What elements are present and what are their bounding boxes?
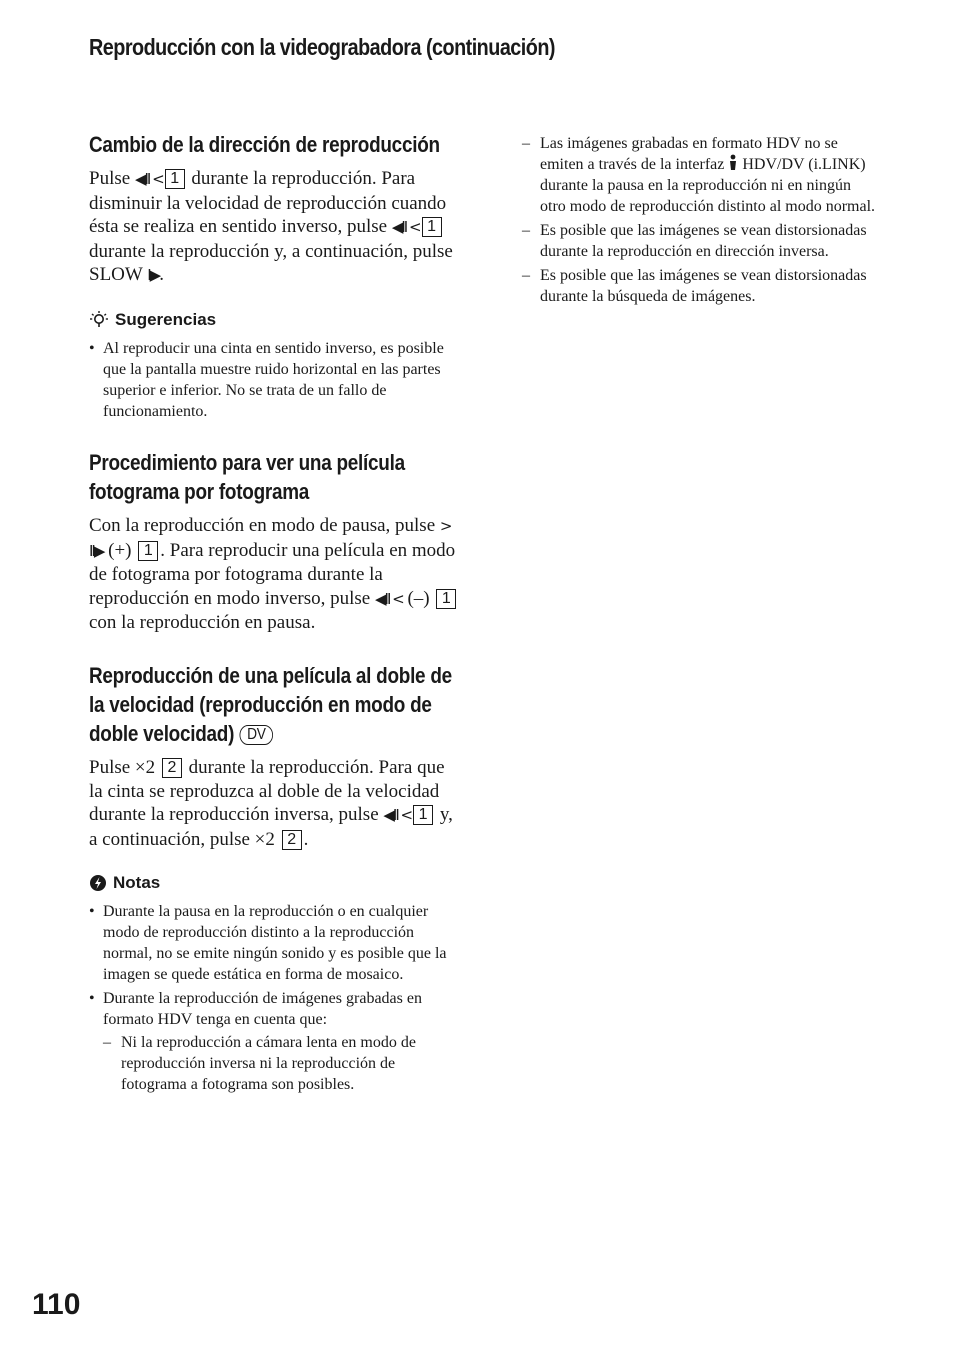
section-heading-double-speed: Reproducción de una película al doble de la velocidad (reproducción en modo de doble velocidad) DV <box>89 662 452 746</box>
tips-heading <box>89 310 459 330</box>
section-paragraph-double-speed: Pulse ×2 2 durante la reproducción. Para que la cinta se reproduzca al doble de la velocidad durante la reproducción inversa, pulse ◀II < 1 y, a continuación, pulse ×2 2 . <box>89 756 453 850</box>
list-item: • Durante la reproducción de imágenes grabadas en formato HDV tenga en cuenta que: – Ni la reproducción a cámara lenta en modo de reproducción inversa ni la reproducción de fotograma a fotograma son posibles. <box>89 988 459 1095</box>
notes-sub-list <box>103 1032 459 1095</box>
tips-label: Sugerencias <box>115 309 217 329</box>
key-callout-1: 1 <box>165 169 185 189</box>
list-item: – Las imágenes grabadas en formato HDV no se emiten a través de la interfaz HDV/DV (i.LINK) durante la pausa en la reproducción ni en ningún otro modo de reproducción distinto al modo normal. <box>522 133 878 217</box>
list-item: – Ni la reproducción a cámara lenta en modo de reproducción inversa ni la reproducción de fotograma a fotograma son posibles. <box>103 1032 459 1095</box>
section-paragraph-change-direction: Pulse ◀II < 1 durante la reproducción. Para disminuir la velocidad de reproducción cuando ésta se realiza en sentido inverso, pulse ◀II < 1 durante la reproducción y, a continuación, pulse SLOW I▶. <box>89 168 453 286</box>
reverse-pause-icon: ◀II < <box>383 806 412 825</box>
tips-list <box>89 338 459 422</box>
section-heading-frame-by-frame: Procedimiento para ver una película fotograma por fotograma <box>89 449 405 504</box>
key-callout-1: 1 <box>422 217 442 237</box>
key-callout-1: 1 <box>138 541 158 561</box>
continued-notes-list <box>522 133 878 307</box>
key-callout-2: 2 <box>162 758 182 778</box>
list-item: • Durante la pausa en la reproducción o en cualquier modo de reproducción distinto a la reproducción normal, no se emite ningún sonido y es posible que la imagen se quede estática en forma de mosaico. <box>89 901 459 985</box>
left-column <box>89 130 459 1098</box>
key-callout-1: 1 <box>436 589 456 609</box>
ilink-icon <box>728 154 738 172</box>
list-item: – Es posible que las imágenes se vean distorsionadas durante la reproducción en dirección inversa. <box>522 220 878 262</box>
notes-heading <box>89 873 459 893</box>
note-warning-icon <box>89 874 107 892</box>
notes-label: Notas <box>113 873 161 893</box>
page-header-title: Reproducción con la videograbadora (continuación) <box>89 34 555 60</box>
forward-pause-icon: > II▶ <box>89 516 451 560</box>
right-column <box>522 133 878 310</box>
list-item: • Al reproducir una cinta en sentido inverso, es posible que la pantalla muestre ruido horizontal en las partes superior e inferior. No se trata de un fallo de funcionamiento. <box>89 338 459 422</box>
reverse-pause-icon: ◀II < <box>134 170 163 188</box>
section-paragraph-frame-by-frame: Con la reproducción en modo de pausa, pulse > II▶ (+) 1 . Para reproducir una película en modo de fotograma por fotograma durante la reproducción en modo inverso, pulse ◀II < (–) 1 con la reproducción en pausa. <box>89 514 456 634</box>
reverse-pause-icon: ◀II < <box>374 589 403 608</box>
key-callout-2: 2 <box>282 830 302 850</box>
section-heading-change-direction: Cambio de la dirección de reproducción <box>89 132 440 157</box>
page-number: 110 <box>32 1288 81 1321</box>
list-item: – Es posible que las imágenes se vean distorsionadas durante la búsqueda de imágenes. <box>522 265 878 307</box>
reverse-pause-icon: ◀II < <box>391 218 420 237</box>
slow-play-icon: I▶ <box>147 266 160 285</box>
lightbulb-icon <box>89 310 109 330</box>
notes-list <box>89 901 459 1095</box>
dv-badge: DV <box>239 725 273 745</box>
key-callout-1: 1 <box>413 805 433 825</box>
